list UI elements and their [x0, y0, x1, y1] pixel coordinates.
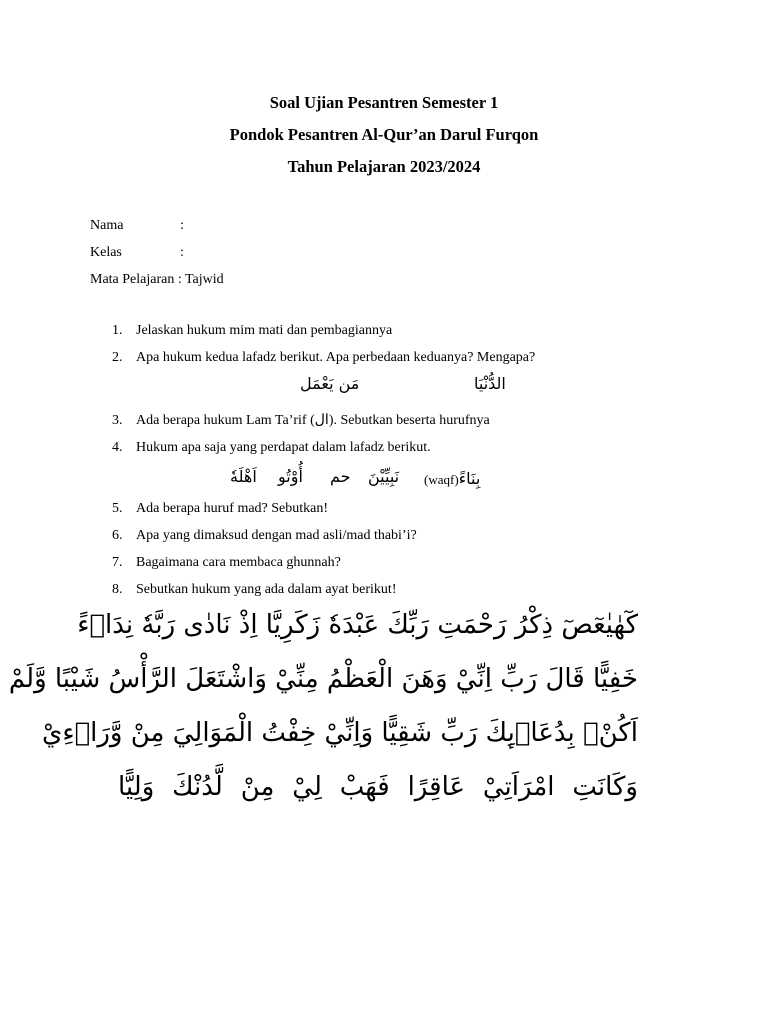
q4-example-nabiyyin: نَبِيِّيْنَ: [368, 467, 400, 486]
question-5: [112, 501, 328, 517]
question-number: 1.: [112, 323, 123, 338]
question-text: Ada berapa hukum Lam Ta’rif (ال). Sebutkan beserta hurufnya: [136, 413, 490, 428]
question-8: [112, 582, 396, 598]
question-4: [112, 440, 431, 456]
question-number: 2.: [112, 350, 123, 365]
question-number: 6.: [112, 528, 123, 543]
q2-example-ad-dunya: الدُّنْيَا: [474, 374, 506, 393]
subject-field: Mata Pelajaran : Tajwid: [90, 272, 224, 287]
school-name: Pondok Pesantren Al-Qur’an Darul Furqon: [229, 125, 539, 144]
name-field: [90, 218, 184, 234]
question-number: 3.: [112, 413, 123, 428]
question-number: 8.: [112, 582, 123, 597]
q4-example-utu: أُوْتُو: [278, 467, 303, 486]
binaa-word: بِنَاءً: [458, 469, 481, 488]
verse-line-2: خَفِيًّا قَالَ رَبِّ اِنِّيْ وَهَنَ الْعَظْمُ مِنِّيْ وَاشْتَعَلَ الرَّأْسُ شَيْبًا وَّلَمْ: [8, 664, 638, 694]
q4-example-binaa-waqf: [424, 469, 480, 489]
quran-verses-block: [8, 598, 638, 814]
question-text: Hukum apa saja yang perdapat dalam lafadz berikut.: [136, 440, 431, 455]
name-label: Nama: [90, 218, 124, 233]
class-label: Kelas: [90, 245, 122, 260]
verse-line-1: كٓهٰيٰعٓصٓ ذِكْرُ رَحْمَتِ رَبِّكَ عَبْدَهٗ زَكَرِيَّا اِذْ نَادٰى رَبَّهٗ نِدَاۤءً: [77, 610, 638, 640]
question-text: Apa yang dimaksud dengan mad asli/mad thabi’i?: [136, 528, 417, 543]
question-number: 4.: [112, 440, 123, 455]
exam-title: Soal Ujian Pesantren Semester 1: [269, 93, 499, 112]
name-colon: :: [180, 218, 184, 233]
q4-example-ahlahu: اَهْلَهٗ: [230, 467, 257, 486]
question-number: 5.: [112, 501, 123, 516]
q2-example-man-yamal: مَن يَعْمَل: [300, 374, 360, 393]
question-3: [112, 412, 490, 429]
waqf-note: (waqf): [424, 472, 459, 487]
question-2: [112, 350, 535, 366]
question-text: Bagaimana cara membaca ghunnah?: [136, 555, 341, 570]
academic-year: Tahun Pelajaran 2023/2024: [287, 157, 481, 176]
class-colon: :: [180, 245, 184, 260]
class-field: [90, 245, 184, 261]
question-text: Ada berapa huruf mad? Sebutkan!: [136, 501, 329, 516]
q4-example-ha-mim: حم: [330, 467, 351, 486]
question-text: Sebutkan hukum yang ada dalam ayat berikut!: [136, 582, 397, 597]
question-7: [112, 555, 341, 571]
question-number: 7.: [112, 555, 123, 570]
question-6: [112, 528, 417, 544]
question-text: Jelaskan hukum mim mati dan pembagiannya: [136, 323, 393, 338]
question-text: Apa hukum kedua lafadz berikut. Apa perbedaan keduanya? Mengapa?: [136, 350, 536, 365]
verse-line-4: وَكَانَتِ امْرَاَتِيْ عَاقِرًا فَهَبْ لِيْ مِنْ لَّدُنْكَ وَلِيًّا: [118, 772, 638, 802]
verse-line-3: اَكُنْۢ بِدُعَاۤىِٕكَ رَبِّ شَقِيًّا وَاِنِّيْ خِفْتُ الْمَوَالِيَ مِنْ وَّرَاۤءِيْ: [41, 718, 638, 748]
question-1: [112, 323, 392, 339]
